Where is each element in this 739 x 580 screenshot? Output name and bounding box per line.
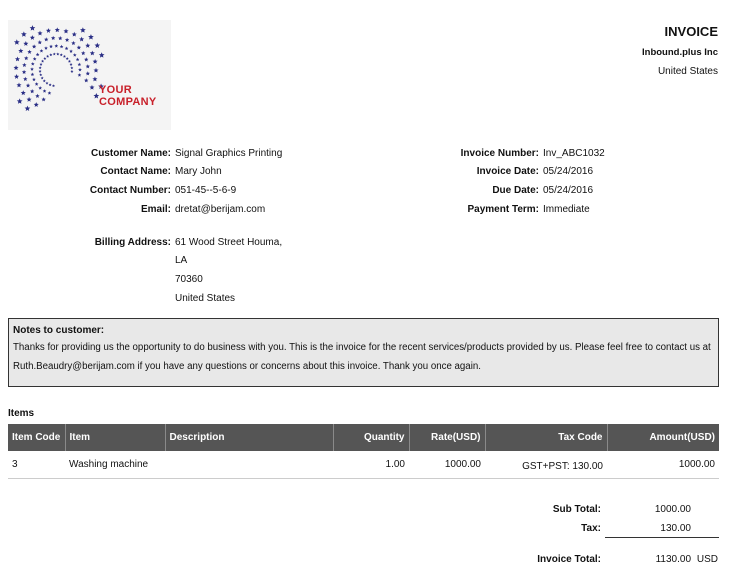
invoice-total-currency: USD [696,554,718,565]
col-item: Item [65,424,165,451]
tax-value: 130.00 [660,523,691,534]
customer-name-value: Signal Graphics Printing [175,148,283,159]
cell-item-code: 3 [8,451,65,478]
contact-name-label: Contact Name: [100,166,171,177]
due-date-label: Due Date: [492,185,539,196]
logo-star-globe-icon [8,20,108,130]
issuer-company: Inbound.plus Inc [642,47,718,58]
billing-address-label: Billing Address: [94,237,171,248]
items-table [8,424,719,479]
col-description: Description [165,424,333,451]
cell-rate: 1000.00 [409,451,485,478]
subtotal-label: Sub Total: [552,504,601,515]
col-rate: Rate(USD) [409,424,485,451]
invoice-number-label: Invoice Number: [460,148,539,159]
logo-text-line2: COMPANY [99,96,157,108]
email-label: Email: [140,204,171,215]
cell-description [165,451,333,478]
contact-name-value: Mary John [175,166,222,177]
contact-number-value: 051-45--5-6-9 [175,185,237,196]
items-heading: Items [8,408,35,419]
invoice-title: INVOICE [664,24,718,39]
invoice-total-value: 1130.00 [655,554,691,565]
payment-term-value: Immediate [543,204,590,215]
col-quantity: Quantity [333,424,409,451]
subtotal-value: 1000.00 [654,504,691,515]
payment-term-label: Payment Term: [467,204,539,215]
cell-item: Washing machine [65,451,165,478]
issuer-country: United States [657,66,718,77]
customer-name-label: Customer Name: [90,148,171,159]
invoice-total-label: Invoice Total: [537,554,601,565]
cell-tax-code: GST+PST: 130.00 [485,451,607,478]
invoice-date-value: 05/24/2016 [543,166,594,177]
logo-text-line1: YOUR [99,84,132,96]
col-amount: Amount(USD) [607,424,719,451]
notes-box [8,318,719,387]
items-header-row [8,424,719,451]
notes-heading: Notes to customer: [13,325,105,336]
billing-address-line3: 70360 [175,274,203,285]
cell-quantity: 1.00 [333,451,409,478]
tax-label: Tax: [581,523,601,534]
invoice-number-value: Inv_ABC1032 [543,148,605,159]
due-date-value: 05/24/2016 [543,185,594,196]
notes-body: Thanks for providing us the opportunity to do business with you. This is the invoice for the recent services/products provided by us. Please feel free to contact us at Ruth.Beaudry@berijam.com if you have any questions or concerns about this invoice. Thank you once again. [13,342,711,372]
logo-text [99,84,157,108]
email-value: dretat@berijam.com [175,204,266,215]
cell-amount: 1000.00 [607,451,719,478]
col-tax-code: Tax Code [485,424,607,451]
billing-address-line4: United States [175,293,236,304]
billing-address-line1: 61 Wood Street Houma, [175,237,283,248]
billing-address-line2: LA [175,255,188,266]
invoice-header [642,24,718,78]
table-row [8,451,719,478]
totals-divider [605,537,719,538]
col-item-code: Item Code [8,424,65,451]
company-logo [8,20,171,130]
contact-number-label: Contact Number: [89,185,171,196]
invoice-date-label: Invoice Date: [476,166,539,177]
